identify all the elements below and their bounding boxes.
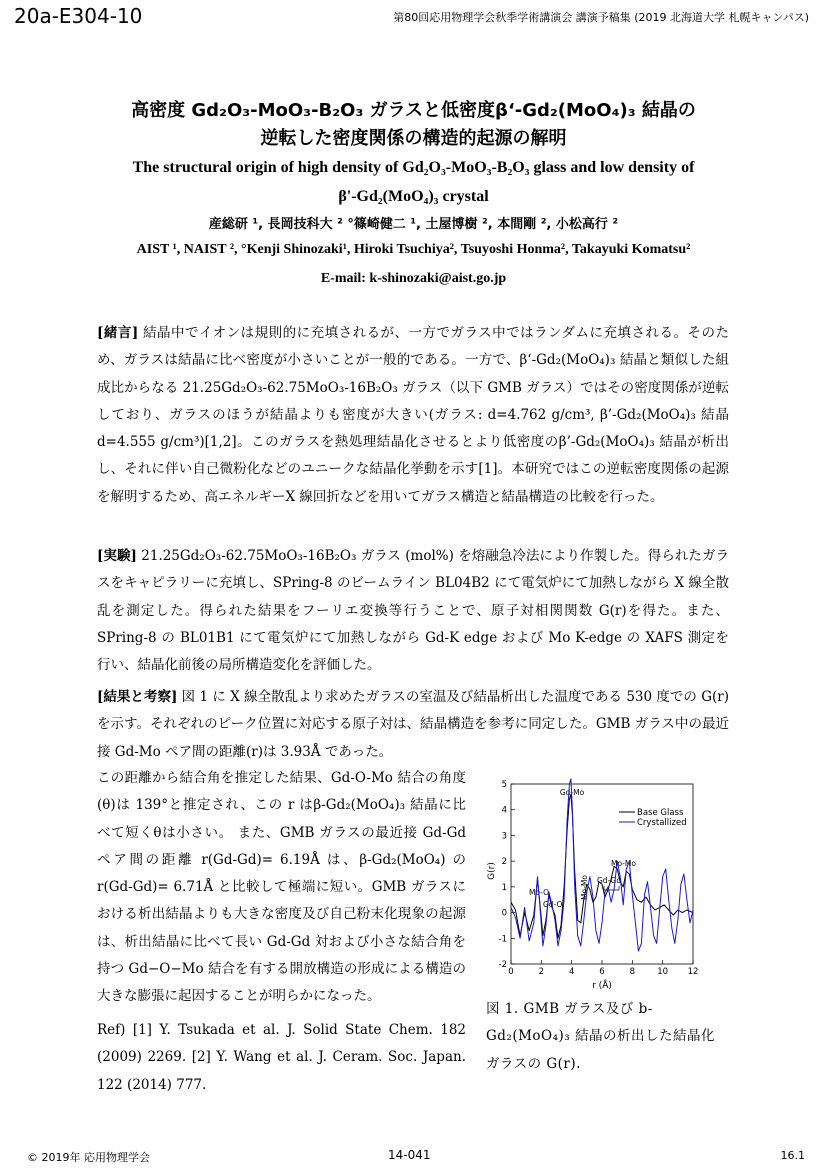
y-tick-label: -1 (498, 934, 507, 945)
x-tick-label: 0 (508, 967, 514, 977)
annotation-mo-mo-vertical: Mo-Mo (580, 875, 589, 900)
y-tick-label: -2 (498, 960, 507, 970)
x-tick-label: 6 (599, 967, 605, 977)
y-tick-label: 2 (501, 857, 507, 868)
annotation-mo-o: Mo-O (529, 888, 550, 897)
authors-ja: 産総研 ¹, 長岡技科大 ² °篠崎健二 ¹, 土屋博樹 ², 本間剛 ², 小松高行 ² (208, 217, 619, 232)
authors-en: AIST ¹, NAIST ², °Kenji Shinozaki¹, Hiroki Tsuchiya², Tsuyoshi Honma², Takayuki Komatsu² (136, 242, 691, 257)
intro-section (97, 320, 729, 511)
annotation-mo-mo: Mo-Mo (611, 859, 636, 868)
x-tick-label: 8 (629, 967, 636, 977)
x-axis-label: r (Å) (592, 981, 612, 991)
series-line-1 (511, 779, 693, 951)
annotation-gd-mo: Gd-Mo (559, 788, 585, 797)
annotation-gd-gd: Gd-Gd (597, 876, 622, 885)
legend-base-glass: Base Glass (637, 808, 684, 818)
email: E-mail: k-shinozaki@aist.go.jp (320, 271, 507, 286)
results-label: [結果と考察] (97, 689, 178, 705)
y-tick-label: 0 (501, 908, 507, 919)
legend (619, 808, 687, 828)
results-section (97, 684, 729, 766)
footer-page-id: 14-041 (388, 1148, 431, 1162)
conference-name: 第80回応用物理学会秋季学術講演会 講演予稿集 (2019 北海道大学 札幌キャンパス) (393, 11, 809, 24)
gr-chart-svg (483, 776, 713, 991)
experiment-section (97, 543, 729, 679)
title-ja-line2: 逆転した密度関係の構造的起源の解明 (260, 128, 567, 149)
x-tick-label: 2 (538, 967, 545, 977)
annotation-gd-o: Gd-O (543, 900, 563, 909)
title-en-line2: β'-Gd₂(MoO₄)₃ crystal (338, 188, 489, 205)
title-ja-line1: 高密度 Gd₂O₃-MoO₃-B₂O₃ ガラスと低密度β‘-Gd₂(MoO₄)₃ 結晶の (131, 100, 696, 121)
footer-copyright: © 2019年 応用物理学会 (27, 1151, 150, 1164)
session-id: 20a-E304-10 (14, 4, 143, 28)
results-text: 図 1 に X 線全散乱より求めたガラスの室温及び結晶析出した温度である 530 度での G(r)を示す。それぞれのピーク位置に対応する原子対は、結晶構造を参考に同定した。GMB ガラス中の最近接 Gd-Mo ペア間の距離(r)は 3.93Å であった。 (97, 689, 729, 760)
footer-page-number: 16.1 (780, 1149, 805, 1162)
figure-caption: 図 1. GMB ガラス及び b-Gd₂(MoO₄)₃ 結晶の析出した結晶化ガラスの G(r). (486, 1001, 716, 1072)
legend-crystallized: Crystallized (637, 818, 687, 828)
y-tick-label: 3 (501, 831, 507, 842)
experiment-text: 21.25Gd₂O₃-62.75MoO₃-16B₂O₃ ガラス (mol%) を熔融急冷法により作製した。得られたガラスをキャピラリーに充填し、SPring-8 のビームライン BL04B2 にて電気炉にて加熱しながら X 線全散乱を測定した。得られた結果をフーリエ変換等行うことで、原子対相関関数 G(r)を得た。また、SPring-8 の BL01B1 にて電気炉にて加熱しながら Gd-K edge および Mo K-edge の XAFS 測定を行い、結晶化前後の局所構造変化を評価した。 (97, 548, 729, 674)
title-en-line1: The structural origin of high density of Gd₂O₃-MoO₃-B₂O₃ glass and low density of (132, 159, 695, 176)
references-label: Ref) (97, 1022, 126, 1038)
references (97, 1017, 466, 1099)
references-text: [1] Y. Tsukada et al. J. Solid State Chem. 182 (2009) 2269. [2] Y. Wang et al. J. Ceram. Soc. Japan. 122 (2014) 777. (97, 1022, 466, 1093)
experiment-label: [実験] (97, 548, 137, 564)
gr-chart (483, 776, 713, 991)
x-tick-label: 12 (687, 967, 699, 977)
y-tick-label: 4 (501, 805, 507, 816)
x-tick-label: 4 (568, 967, 575, 977)
intro-text: 結晶中でイオンは規則的に充填されるが、一方でガラス中ではランダムに充填される。そのため、ガラスは結晶に比べ密度が小さいことが一般的である。一方で、β‘-Gd₂(MoO₄)₃ 結晶と類似した組成比からなる 21.25Gd₂O₃-62.75MoO₃-16B₂O₃ ガラス（以下 GMB ガラス）ではその密度関係が逆転しており、ガラスのほうが結晶よりも密度が大きい(ガラス: d=4.762 g/cm³, β’-Gd₂(MoO₄)₃ 結晶 d=4.555 g/cm³)[1,2]。このガラスを熱処理結晶化させるとより低密度のβ’-Gd₂(MoO₄)₃ 結晶が析出し、それに伴い自己微粉化などのユニークな結晶化挙動を示す[1]。本研究ではこの逆転密度関係の起源を解明するため、高エネルギーX 線回折などを用いてガラス構造と結晶構造の比較を行った。 (97, 325, 729, 505)
y-axis-label: G(r) (487, 862, 497, 880)
y-tick-label: 1 (501, 882, 507, 893)
x-tick-label: 10 (657, 967, 669, 977)
intro-label: [緒言] (97, 325, 139, 341)
results-text-narrow: この距離から結合角を推定した結果、Gd-O-Mo 結合の角度(θ)は 139°と推定され、この r はβ-Gd₂(MoO₄)₃ 結晶に比べて短くθは小さい。 また、GMB ガラスの最近接 Gd-Gd ペア間の距離 r(Gd-Gd)= 6.19Å は、β-Gd₂(MoO₄) の r(Gd-Gd)= 6.71Å と比較して極端に短い。GMB ガラスにおける析出結晶よりも大きな密度及び自己粉末化現象の起源は、析出結晶に比べて長い Gd-Gd 対および小さな結合角を持つ Gd−O−Mo 結合を有する開放構造の形成による構造の大きな膨張に起因することが明らかになった。 (97, 770, 466, 1005)
y-tick-label: 5 (501, 780, 507, 790)
